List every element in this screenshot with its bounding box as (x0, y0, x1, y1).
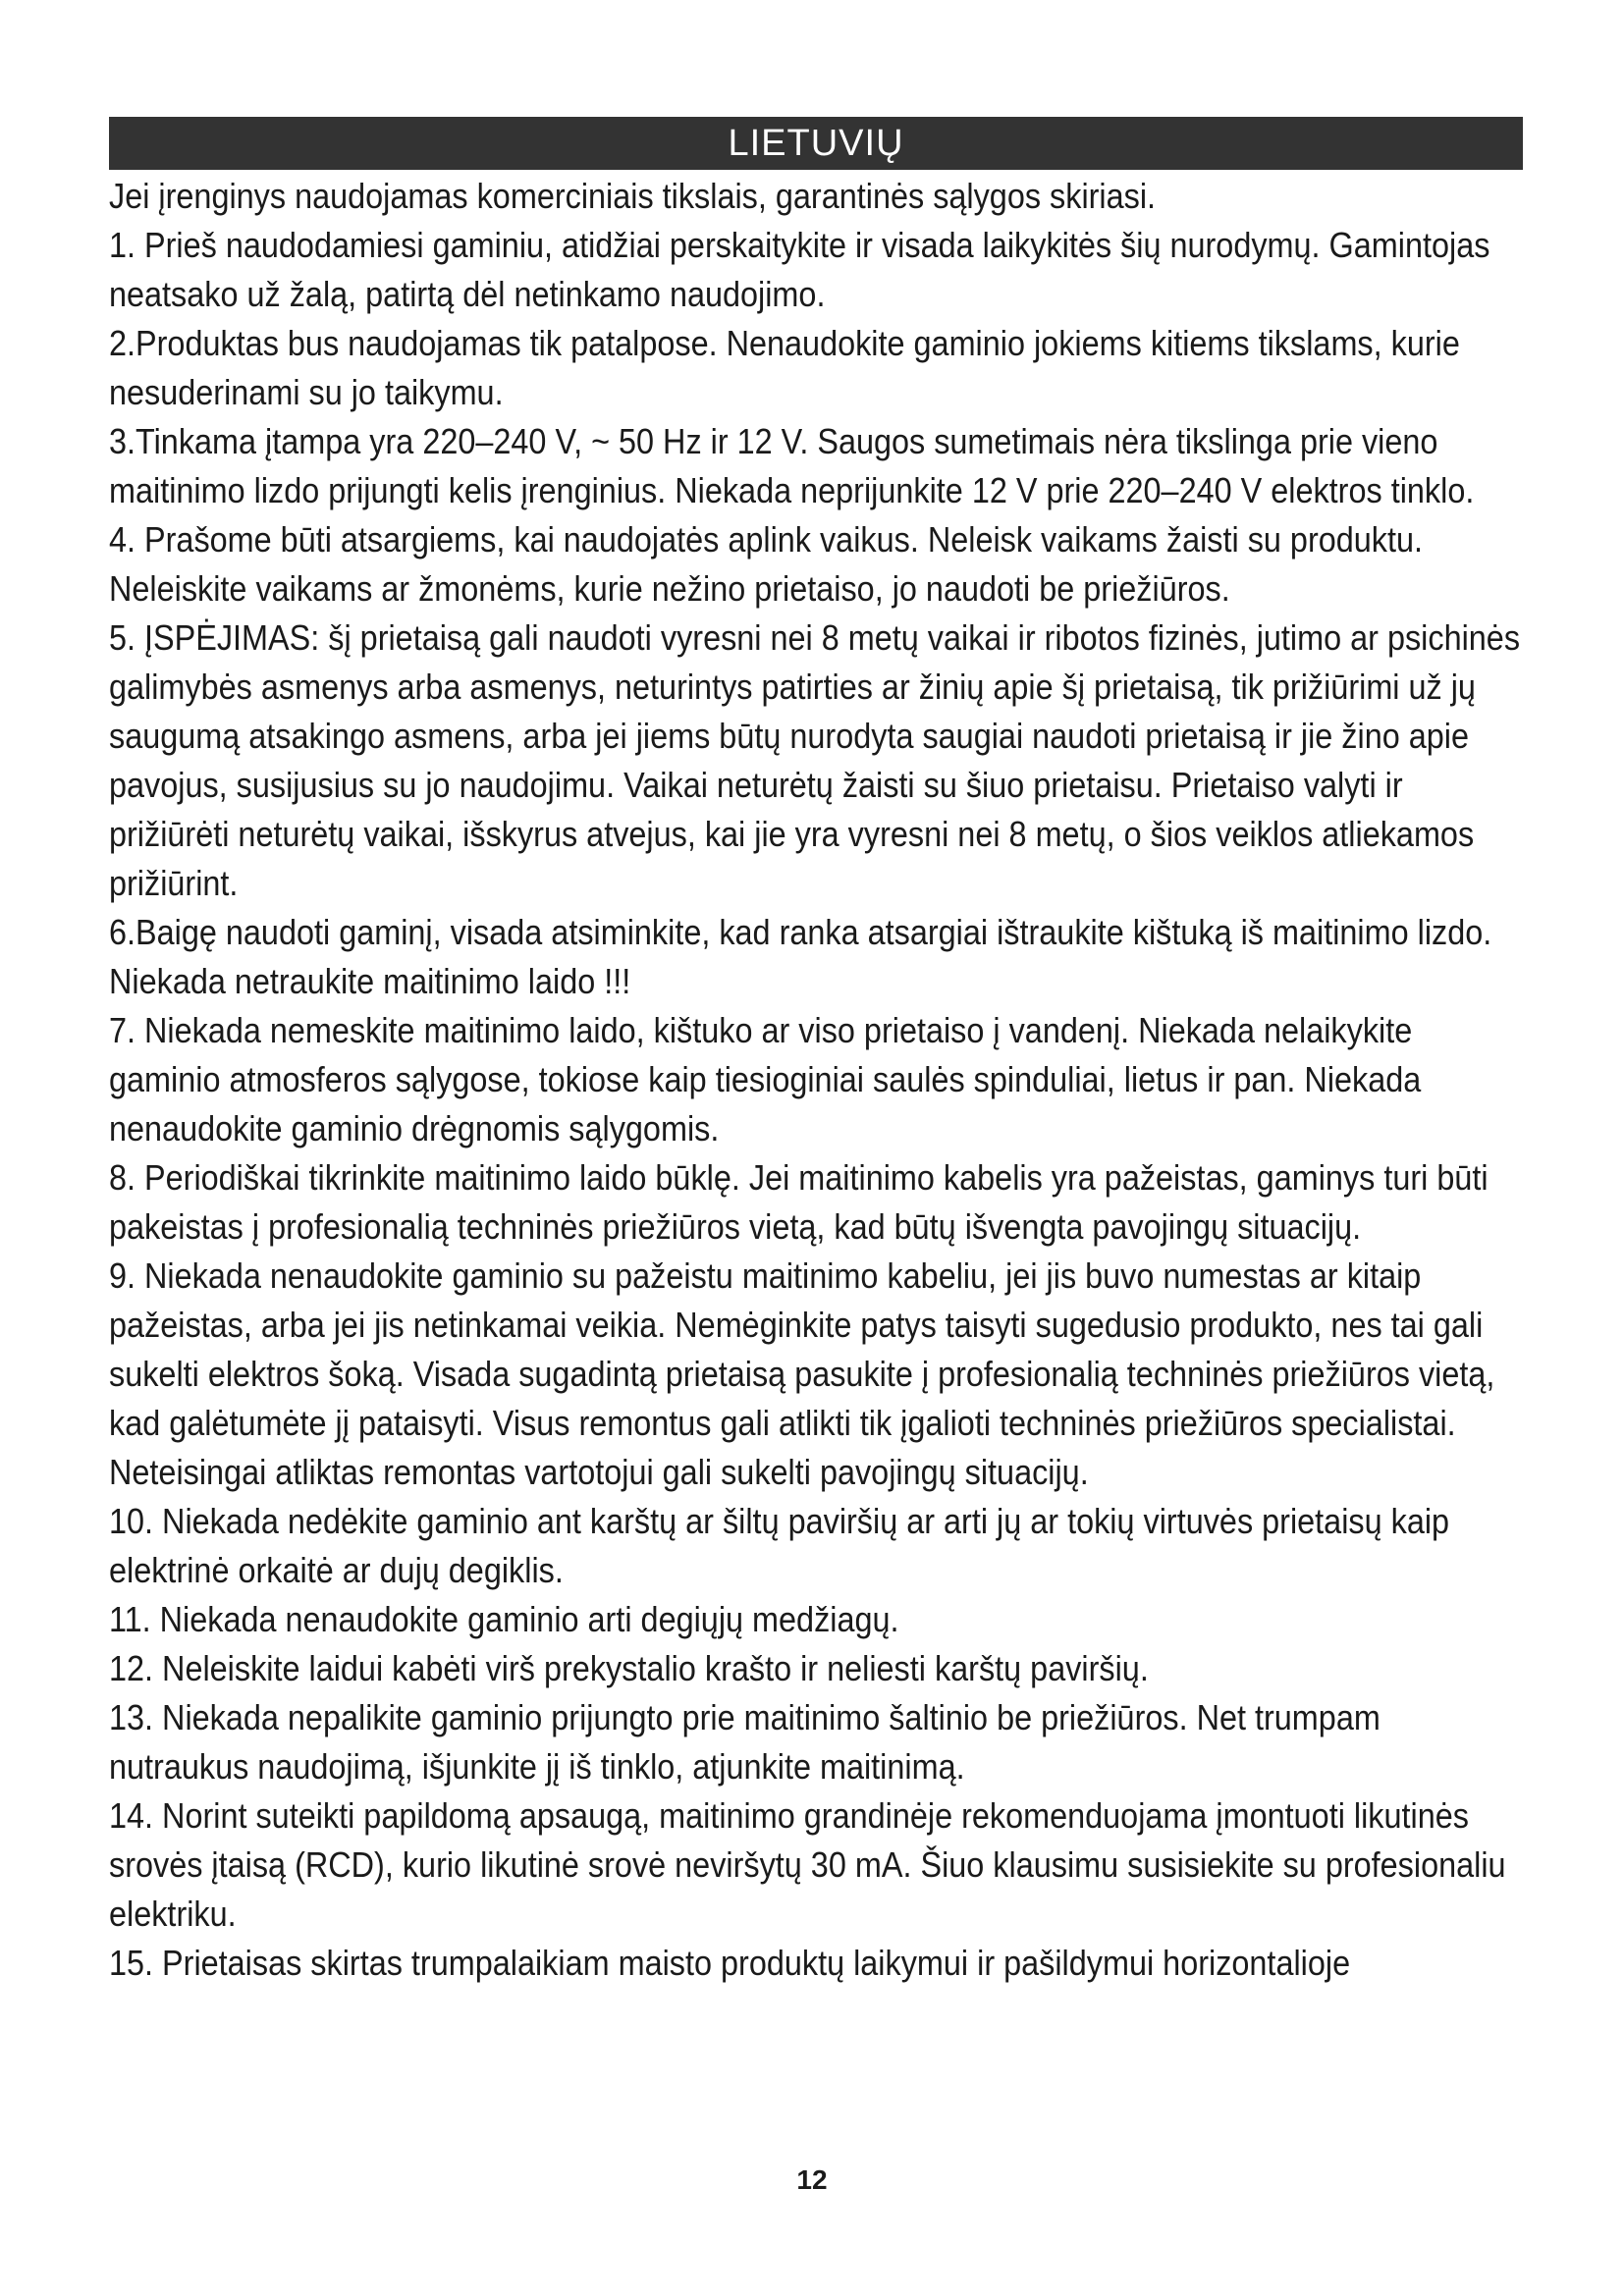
instruction-item-7: 7. Niekada nemeskite maitinimo laido, kištuko ar viso prietaiso į vandenį. Niekada nelaikykite gaminio atmosferos sąlygose, tokiose kaip tiesioginiai saulės spinduliai, lietus ir pan. Niekada nenaudokite gaminio drėgnomis sąlygomis. (109, 1010, 1422, 1148)
document-page (109, 117, 1523, 1988)
instruction-item-14: 14. Norint suteikti papildomą apsaugą, maitinimo grandinėje rekomenduojama įmontuoti likutinės srovės įtaisą (RCD), kurio likutinė srovė neviršytų 30 mA. Šiuo klausimu susisiekite su profesionaliu elektriku. (109, 1795, 1506, 1934)
language-section-banner: LIETUVIŲ (109, 117, 1523, 170)
instruction-item-15: 15. Prietaisas skirtas trumpalaikiam maisto produktų laikymui ir pašildymui horizontalioje (109, 1943, 1351, 1983)
instruction-item-11: 11. Niekada nenaudokite gaminio arti degiųjų medžiagų. (109, 1599, 899, 1639)
instruction-item-10: 10. Niekada nedėkite gaminio ant karštų ar šiltų paviršių ar arti jų ar tokių virtuvės prietaisų kaip elektrinė orkaitė ar dujų degiklis. (109, 1501, 1450, 1590)
intro-paragraph: Jei įrenginys naudojamas komerciniais tikslais, garantinės sąlygos skiriasi. (109, 176, 1157, 216)
instruction-item-8: 8. Periodiškai tikrinkite maitinimo laido būklę. Jei maitinimo kabelis yra pažeistas, gaminys turi būti pakeistas į profesionalią techninės priežiūros vietą, kad būtų išvengta pavojingų situacijų. (109, 1157, 1489, 1247)
instruction-item-3: 3.Tinkama įtampa yra 220–240 V, ~ 50 Hz ir 12 V. Saugos sumetimais nėra tikslinga prie vieno maitinimo lizdo prijungti kelis įrenginius. Niekada neprijunkite 12 V prie 220–240 V elektros tinklo. (109, 421, 1475, 510)
page-number: 12 (796, 2164, 828, 2195)
instruction-item-9: 9. Niekada nenaudokite gaminio su pažeistu maitinimo kabeliu, jei jis buvo numestas ar kitaip pažeistas, arba jei jis netinkamai veikia. Nemėginkite patys taisyti sugedusio produkto, nes tai gali sukelti elektros šoką. Visada sugadintą prietaisą pasukite į profesionalią techninės priežiūros vietą, kad galėtumėte jį pataisyti. Visus remontus gali atlikti tik įgalioti techninės priežiūros specialistai. Neteisingai atliktas remontas vartotojui gali sukelti pavojingų situacijų. (109, 1255, 1495, 1492)
instruction-item-1: 1. Prieš naudodamiesi gaminiu, atidžiai perskaitykite ir visada laikykitės šių nurodymų. Gamintojas neatsako už žalą, patirtą dėl netinkamo naudojimo. (109, 225, 1490, 314)
instruction-item-13: 13. Niekada nepalikite gaminio prijungto prie maitinimo šaltinio be priežiūros. Net trumpam nutraukus naudojimą, išjunkite jį iš tinklo, atjunkite maitinimą. (109, 1697, 1380, 1787)
instruction-item-2: 2.Produktas bus naudojamas tik patalpose. Nenaudokite gaminio jokiems kitiems tikslams, kurie nesuderinami su jo taikymu. (109, 323, 1460, 412)
instruction-item-4: 4. Prašome būti atsargiems, kai naudojatės aplink vaikus. Neleisk vaikams žaisti su produktu. Neleiskite vaikams ar žmonėms, kurie nežino prietaiso, jo naudoti be priežiūros. (109, 519, 1424, 609)
instructions-body (109, 172, 1523, 1988)
instruction-item-5: 5. ĮSPĖJIMAS: šį prietaisą gali naudoti vyresni nei 8 metų vaikai ir ribotos fizinės, jutimo ar psichinės galimybės asmenys arba asmenys, neturintys patirties ar žinių apie šį prietaisą, tik prižiūrimi už jų saugumą atsakingo asmens, arba jei jiems būtų nurodyta saugiai naudoti prietaisą ir jie žino apie pavojus, susijusius su jo naudojimu. Vaikai neturėtų žaisti su šiuo prietaisu. Prietaiso valyti ir prižiūrėti neturėtų vaikai, išskyrus atvejus, kai jie yra vyresni nei 8 metų, o šios veiklos atliekamos prižiūrint. (109, 617, 1521, 903)
instruction-item-6: 6.Baigę naudoti gaminį, visada atsiminkite, kad ranka atsargiai ištraukite kištuką iš maitinimo lizdo. Niekada netraukite maitinimo laido !!! (109, 912, 1492, 1001)
instruction-item-12: 12. Neleiskite laidui kabėti virš prekystalio krašto ir neliesti karštų paviršių. (109, 1648, 1149, 1688)
